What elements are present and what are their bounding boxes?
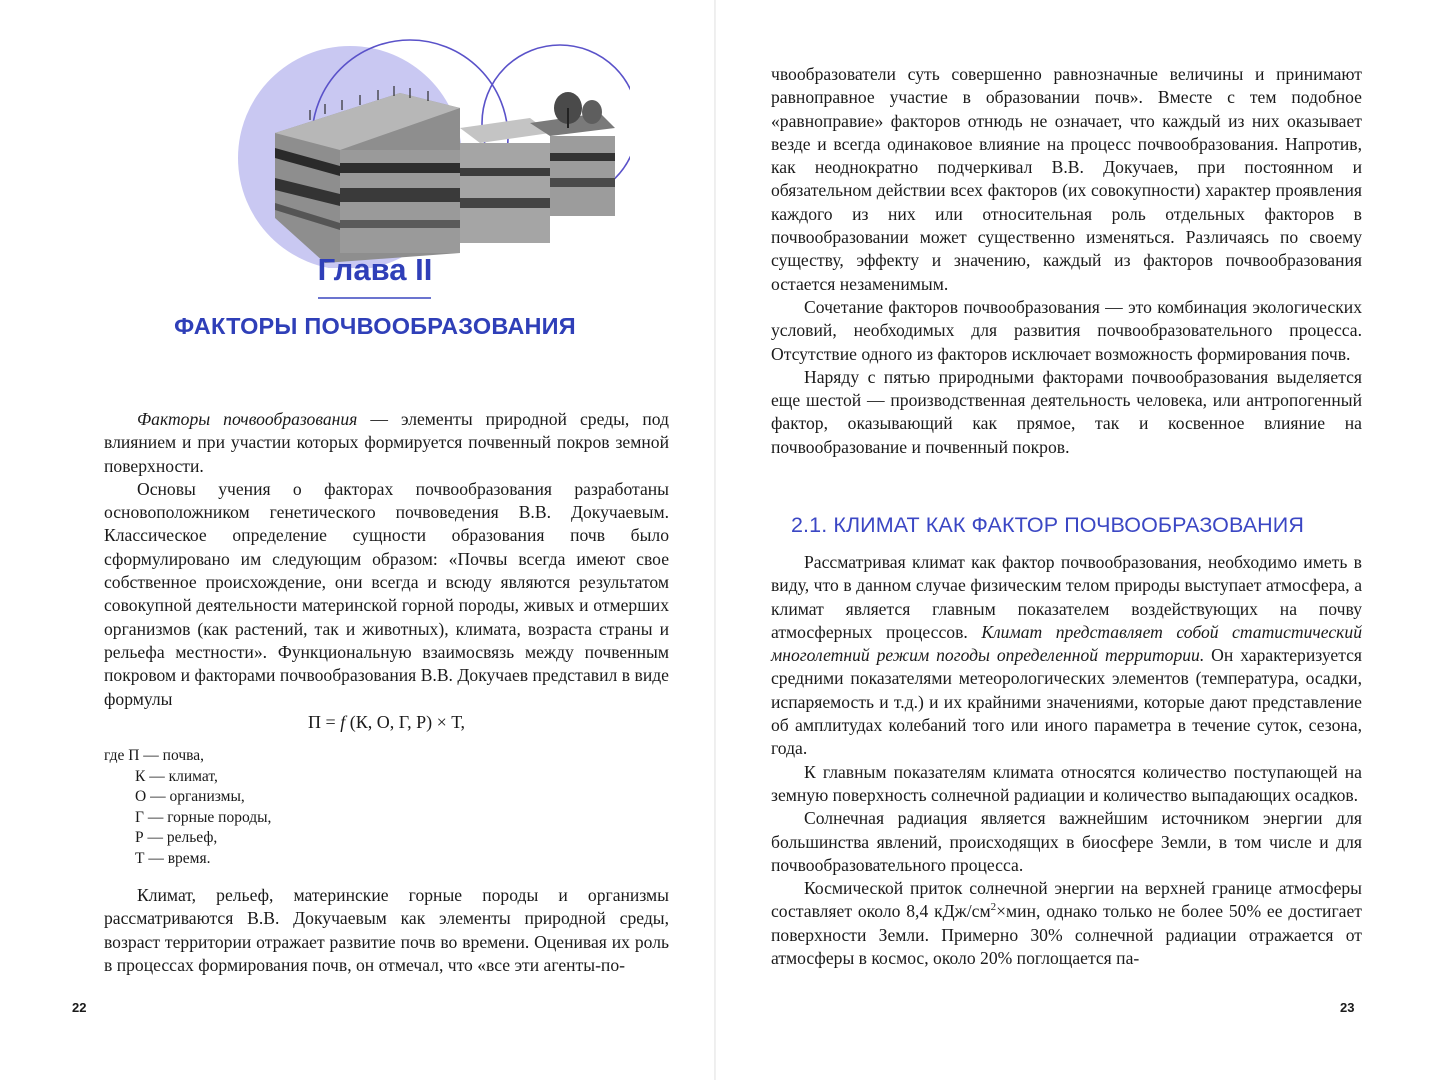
right-text-block-2	[771, 551, 1362, 970]
left-text-block-2	[104, 884, 669, 977]
left-text-block-1	[104, 408, 669, 711]
legend-item: К — климат,	[135, 767, 218, 785]
left-page	[0, 0, 716, 1080]
formula-lhs: П =	[308, 712, 341, 732]
paragraph	[771, 877, 1362, 970]
paragraph	[771, 551, 1362, 761]
paragraph: Наряду с пятью природными факторами почвообразования выделяется еще шестой — производственная деятельность человека, или антропогенный фактор, оказывающий как прямое, так и косвенное влияние на почвообразование и почвенный покров.	[771, 366, 1362, 457]
paragraph: К главным показателям климата относятся количество поступающей на земную поверхность солнечной радиации и количество выпадающих осадков.	[771, 761, 1362, 805]
chapter-label: Глава II	[317, 252, 433, 287]
superscript: 2	[990, 901, 997, 914]
section-heading: 2.1. КЛИМАТ КАК ФАКТОР ПОЧВООБРАЗОВАНИЯ	[791, 513, 1304, 537]
paragraph-part: Рассматривая климат как фактор почвообразования, необходимо иметь в виду, что в данном случае физическим телом природы выступает атмосфера, а климат является главным показателем воздействующих на почву атмосферных процессов.	[771, 552, 1362, 642]
page-number-left: 22	[72, 1000, 87, 1015]
right-page	[716, 0, 1433, 1080]
paragraph-part: Космической приток солнечной энергии на верхней границе атмосферы составляет около 8,4 кДж/см	[771, 878, 1362, 922]
formula-function: f	[340, 712, 346, 732]
formula	[104, 712, 669, 733]
intro-rest: — элементы природной среды, под влиянием и при участии которых формируется почвенный покров земной поверхности.	[104, 409, 669, 476]
paragraph: чвообразователи суть совершенно равнозначные величины и принимают равноправное участие в образовании почв». Вместе с тем подобное «равноправие» факторов отнюдь не означает, что каждый из них оказывает везде и всегда одинаковое влияние на процесс почвообразования. Напротив, как неоднократно подчеркивал В.В. Докучаев, при постоянном и обязательном действии всех факторов (их совокупности) характер проявления каждого из них или относительная роль отдельных факторов в почвообразовании может существенно изменяться. Различаясь по своему существу, эффекту и значению, каждый из факторов почвообразования остается незаменимым.	[771, 64, 1362, 294]
paragraph: Сочетание факторов почвообразования — это комбинация экологических условий, необходимых для развития почвообразовательного процесса. Отсутствие одного из факторов исключает возможность формирования почв.	[771, 296, 1362, 364]
chapter-title: ФАКТОРЫ ПОЧВООБРАЗОВАНИЯ	[174, 313, 576, 339]
page-number-right: 23	[1340, 1000, 1355, 1015]
legend-item: Г — горные породы,	[135, 808, 272, 826]
soil-profile-blocks-illustration	[230, 38, 630, 268]
paragraph-part: Он характеризуется средними показателями метеорологических элементов (температура, осадки, испаряемость и т.д.) и их крайними значениями, которые дают представление об амплитудах колебаний того или иного параметра в течение суток, сезона, года.	[771, 645, 1363, 759]
paragraph-part: ×мин, однако только не более 50% ее достигает поверхности Земли. Примерно 30% солнечной радиации отражается от атмосферы в космос, около 20% поглощается па-	[771, 901, 1362, 969]
legend-item: Т — время.	[135, 849, 211, 867]
formula-legend	[104, 746, 404, 870]
intro-term: Факторы почвообразования	[137, 409, 358, 429]
climate-definition: Климат представляет собой статистический многолетний режим погоды определенной территории.	[771, 621, 1363, 666]
intro-paragraph	[104, 408, 669, 478]
legend-item: О — организмы,	[135, 788, 245, 806]
legend-item: где П — почва,	[104, 747, 204, 764]
legend-item: Р — рельеф,	[135, 829, 218, 847]
formula-rhs: (К, О, Г, Р) × Т,	[345, 712, 465, 732]
paragraph: Основы учения о факторах почвообразования разработаны основоположником генетического почвоведения В.В. Докучаевым. Классическое определение сущности образования почв было сформулировано им следующим образом: «Почвы всегда имеют свое собственное происхождение, они всегда и всюду являются результатом совокупной деятельности материнской горной породы, живых и отмерших организмов (как растений, так и животных), климата, возраста страны и рельефа местности». Функциональную взаимосвязь между почвенным покровом и факторами почвообразования В.В. Докучаев представил в виде формулы	[104, 478, 669, 709]
right-text-block-1	[771, 63, 1362, 459]
paragraph: Климат, рельеф, материнские горные породы и организмы рассматриваются В.В. Докучаевым как элементы природной среды, возраст территории отражает развитие почв во времени. Оценивая их роль в процессах формирования почв, он отмечал, что «все эти агенты-по-	[104, 885, 669, 975]
chapter-underline	[318, 297, 431, 299]
paragraph: Солнечная радиация является важнейшим источником энергии для большинства явлений, происходящих в биосфере Земли, в том числе и для почвообразовательного процесса.	[771, 808, 1362, 875]
